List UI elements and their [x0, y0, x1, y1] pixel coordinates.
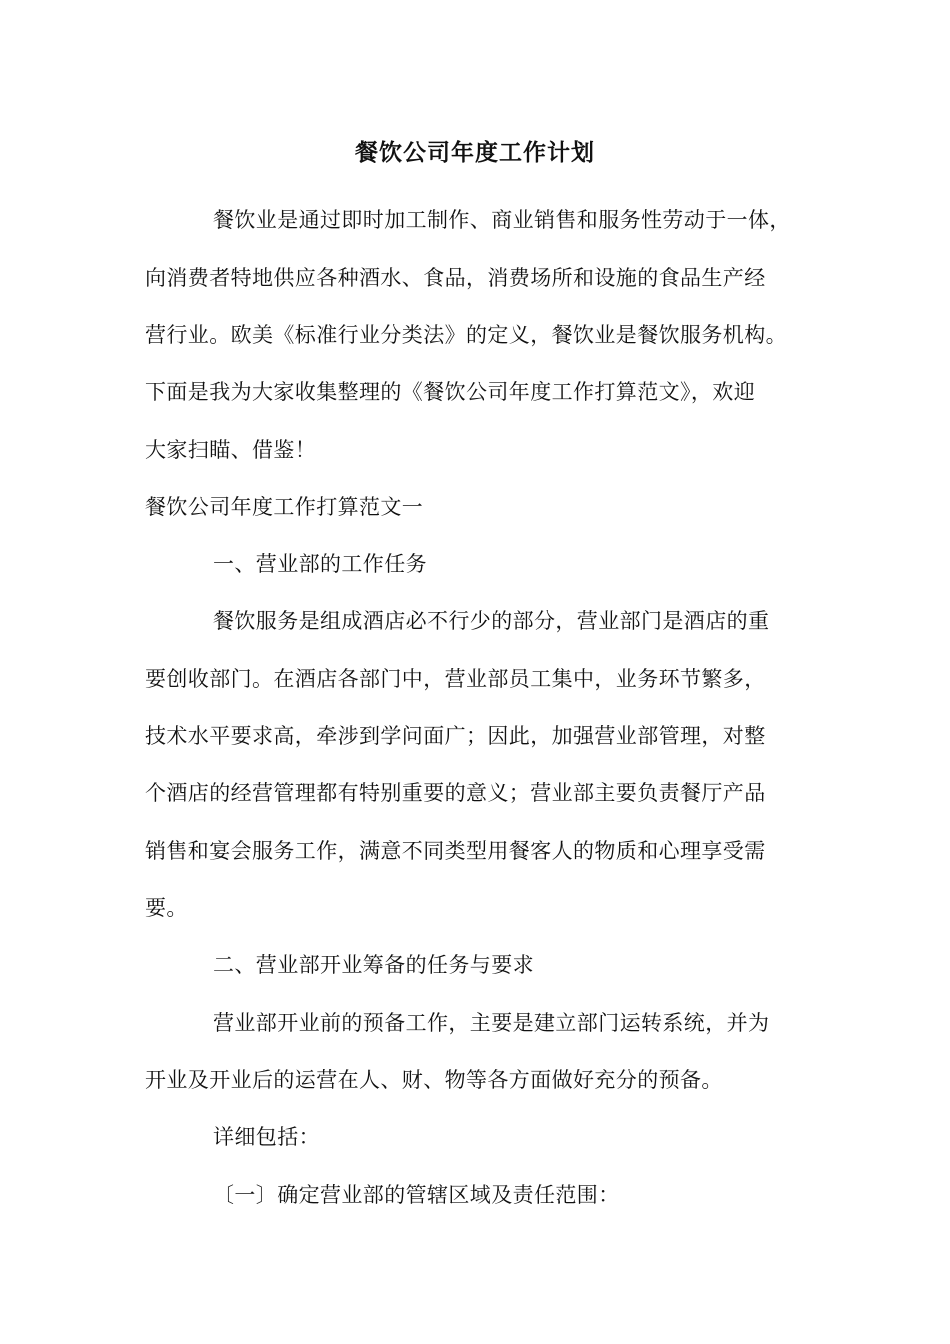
paragraph-line: 向消费者特地供应各种酒水、食品，消费场所和设施的食品生产经	[145, 266, 766, 290]
section-heading: 餐饮公司年度工作打算范文一	[145, 495, 424, 519]
section-heading: 一、营业部的工作任务	[213, 552, 427, 576]
paragraph-line: 要创收部门。在酒店各部门中，营业部员工集中，业务环节繁多，	[145, 667, 766, 691]
paragraph-line: 要。	[145, 896, 188, 920]
paragraph-line: 个酒店的经营管理都有特别重要的意义；营业部主要负责餐厅产品	[145, 781, 766, 805]
paragraph-line: 餐饮业是通过即时加工制作、商业销售和服务性劳动于一体，	[213, 208, 791, 232]
paragraph-line: 营业部开业前的预备工作，主要是建立部门运转系统，并为	[213, 1011, 770, 1035]
list-item-heading: 〔一〕确定营业部的管辖区域及责任范围：	[213, 1183, 620, 1207]
paragraph-line: 餐饮服务是组成酒店必不行少的部分，营业部门是酒店的重	[213, 609, 770, 633]
paragraph-line: 开业及开业后的运营在人、财、物等各方面做好充分的预备。	[145, 1068, 723, 1092]
paragraph-line: 营行业。欧美《标准行业分类法》的定义，餐饮业是餐饮服务机构。	[145, 323, 787, 347]
paragraph-line: 下面是我为大家收集整理的《餐饮公司年度工作打算范文》，欢迎	[145, 380, 756, 404]
document-title: 餐饮公司年度工作计划	[355, 140, 595, 166]
section-heading: 二、营业部开业筹备的任务与要求	[213, 953, 534, 977]
paragraph-line: 大家扫瞄、借鉴！	[145, 438, 317, 462]
paragraph-line: 详细包括：	[213, 1125, 320, 1149]
paragraph-line: 销售和宴会服务工作，满意不同类型用餐客人的物质和心理享受需	[145, 839, 766, 863]
paragraph-line: 技术水平要求高，牵涉到学问面广；因此，加强营业部管理，对整	[145, 724, 766, 748]
